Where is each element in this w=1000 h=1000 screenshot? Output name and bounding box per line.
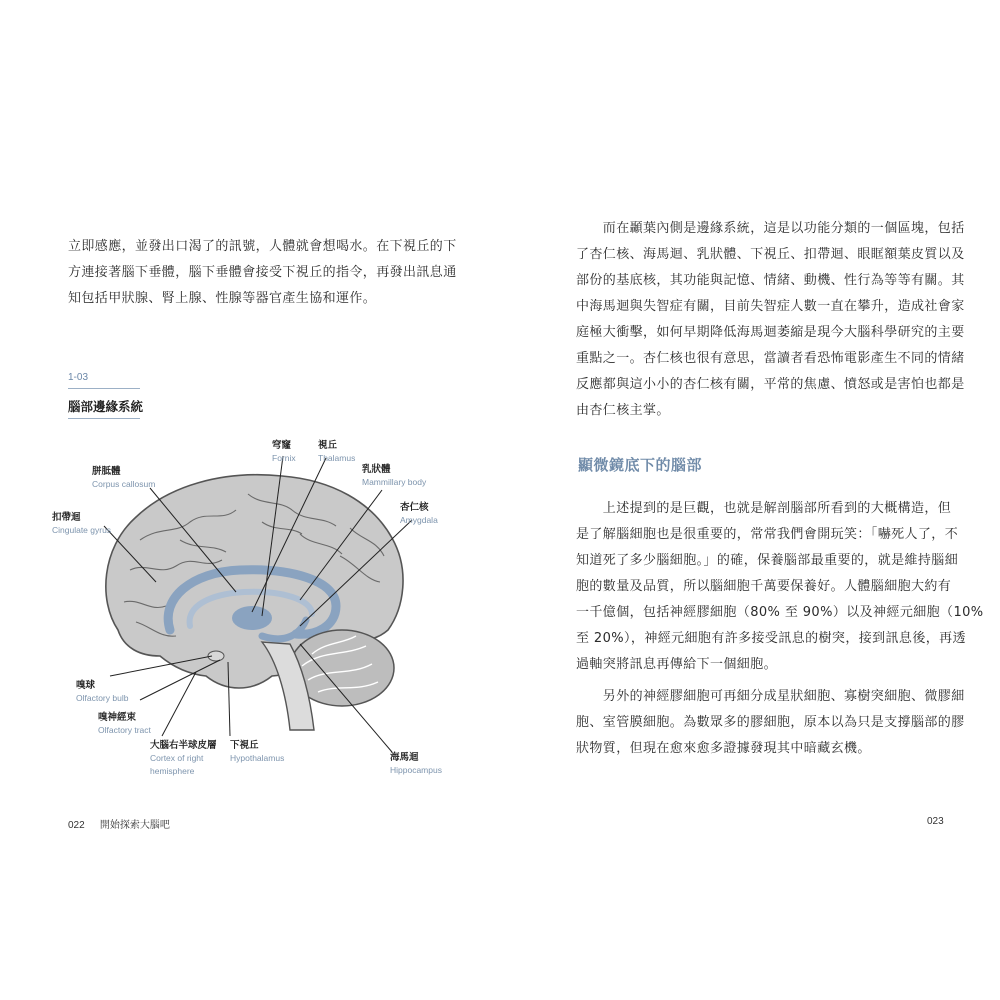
thalamus-shape [232, 606, 272, 630]
text-line: 狀物質，但現在愈來愈多證據發現其中暗藏玄機。 [576, 741, 871, 756]
label-olfactory-tract-en: Olfactory tract [98, 725, 151, 735]
text-line: 胞、室管膜細胞。為數眾多的膠細胞，原本以為只是支撐腦部的膠 [576, 715, 965, 730]
paragraph-glia [576, 684, 965, 762]
text-line: 方連接著腦下垂體，腦下垂體會接受下視丘的指令，再發出訊息通 [68, 265, 457, 280]
label-cortex-en1: Cortex of right [150, 753, 204, 763]
paragraph-microscope [576, 496, 984, 678]
label-olfactory-tract-zh: 嗅神經束 [98, 712, 137, 723]
label-amygdala-en: Amygdala [400, 515, 438, 525]
text-line: 立即感應，並發出口渴了的訊號，人體就會想喝水。在下視丘的下 [68, 239, 457, 254]
text-line: 胞的數量及品質，所以腦細胞千萬要保養好。人體腦細胞大約有 [576, 579, 952, 594]
label-hypothalamus-en: Hypothalamus [230, 753, 285, 763]
label-hippocampus-zh: 海馬迴 [390, 752, 419, 763]
paragraph-limbic [576, 216, 965, 424]
figure-title: 腦部邊緣系統 [68, 399, 144, 414]
label-fornix-en: Fornix [272, 453, 296, 463]
label-cingulate-en: Cingulate gyrus [52, 525, 112, 535]
text-line: 知包括甲狀腺、腎上腺、性腺等器官產生協和運作。 [68, 291, 377, 306]
label-fornix-zh: 穹窿 [272, 440, 292, 451]
label-hypothalamus-zh: 下視丘 [230, 740, 259, 751]
text-line: 另外的神經膠細胞可再細分成星狀細胞、寡樹突細胞、微膠細 [576, 689, 965, 704]
label-mammillary-en: Mammillary body [362, 477, 427, 487]
text-line: 部份的基底核，其功能與記憶、情緒、動機、性行為等等有關。其 [576, 273, 965, 288]
figure-rule-bottom [68, 418, 140, 419]
label-cingulate-zh: 扣帶迴 [52, 512, 81, 523]
label-corpus-callosum-en: Corpus callosum [92, 479, 156, 489]
text-line: 中海馬迴與失智症有關，目前失智症人數一直在攀升，造成社會家 [576, 299, 965, 314]
text-line: 一千億個，包括神經膠細胞（80% 至 90%）以及神經元細胞（10% [576, 605, 984, 620]
label-thalamus-en: Thalamus [318, 453, 356, 463]
text-line: 上述提到的是巨觀，也就是解剖腦部所看到的大概構造，但 [576, 501, 952, 516]
intro-paragraph [68, 234, 457, 312]
label-amygdala-zh: 杏仁核 [400, 502, 429, 513]
text-line: 是了解腦細胞也是很重要的，常常我們會開玩笑：「嚇死人了，不 [576, 527, 959, 542]
label-hippocampus-en: Hippocampus [390, 765, 442, 775]
label-thalamus-zh: 視丘 [318, 440, 338, 451]
text-line: 過軸突將訊息再傳給下一個細胞。 [576, 657, 778, 672]
page-number: 022 [68, 820, 85, 831]
text-line: 重點之一。杏仁核也很有意思，當讀者看恐怖電影產生不同的情緒 [576, 351, 965, 366]
left-footer [68, 816, 170, 831]
text-line: 至 20%），神經元細胞有許多接受訊息的樹突，接到訊息後，再透 [576, 631, 966, 646]
right-page [500, 0, 1000, 1000]
text-line: 庭極大衝擊，如何早期降低海馬迴萎縮是現今大腦科學研究的主要 [576, 325, 965, 340]
figure-number: 1-03 [68, 372, 89, 383]
section-heading: 顯微鏡底下的腦部 [578, 456, 703, 474]
text-line: 了杏仁核、海馬迴、乳狀體、下視丘、扣帶迴、眼眶額葉皮質以及 [576, 247, 965, 262]
text-line: 而在顳葉內側是邊緣系統，這是以功能分類的一個區塊，包括 [576, 221, 965, 236]
label-cortex-zh: 大腦右半球皮層 [150, 740, 217, 751]
text-line: 由杏仁核主掌。 [576, 403, 670, 418]
label-olfactory-bulb-en: Olfactory bulb [76, 693, 129, 703]
label-mammillary-zh: 乳狀體 [362, 464, 391, 475]
text-line: 反應都與這小小的杏仁核有關，平常的焦慮、憤怒或是害怕也都是 [576, 377, 965, 392]
text-line: 知道死了多少腦細胞。」的確，保養腦部最重要的，就是維持腦細 [576, 553, 959, 568]
label-cortex-en2: hemisphere [150, 766, 195, 776]
limbic-system-illustration [0, 430, 500, 790]
label-corpus-callosum-zh: 胼胝體 [92, 466, 121, 477]
page-number: 023 [927, 816, 944, 827]
running-title: 開始探索大腦吧 [99, 820, 170, 831]
figure-rule-top [68, 388, 140, 389]
label-olfactory-bulb-zh: 嗅球 [76, 680, 96, 691]
